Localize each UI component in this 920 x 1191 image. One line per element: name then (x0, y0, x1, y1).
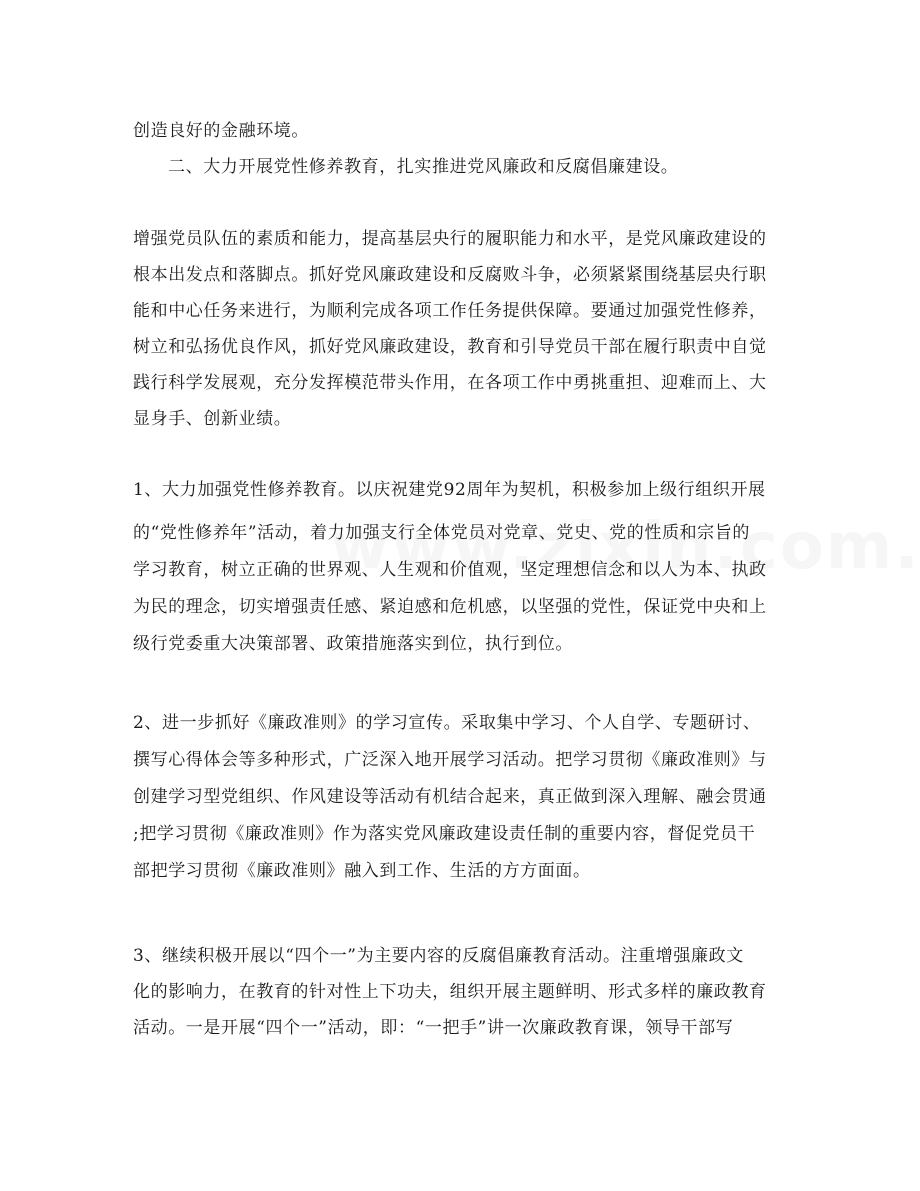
section-heading (168, 149, 828, 185)
text-line: 树立和弘扬优良作风，抓好党风廉政建设，教育和引导党员干部在履行职责中自觉 (133, 337, 767, 357)
text-line: 2、进一步抓好《廉政准则》的学习宣传。采取集中学习、个人自学、专题研讨、 (133, 713, 761, 733)
text-line: 践行科学发展观，充分发挥模范带头作用，在各项工作中勇挑重担、迎难而上、大 (133, 373, 767, 393)
text-line: 能和中心任务来进行，为顺利完成各项工作任务提供保障。要通过加强党性修养， (133, 301, 767, 321)
paragraph-item-1 (133, 472, 793, 663)
text-line: 3、继续积极开展以“四个一”为主要内容的反腐倡廉教育活动。注重增强廉政文 (133, 946, 744, 966)
paragraph-intro (133, 221, 793, 437)
paragraph-item-2 (133, 705, 793, 890)
text-line: 的“党性修养年”活动，着力加强支行全体党员对党章、党史、党的性质和宗旨的 (133, 523, 750, 543)
text-line: 显身手、创新业绩。 (133, 409, 292, 429)
text-line: 增强党员队伍的素质和能力，提高基层央行的履职能力和水平，是党风廉政建设的 (133, 229, 767, 249)
text-line: 活动。一是开展“四个一”活动，即：“一把手”讲一次廉政教育课，领导干部写 (133, 1018, 734, 1038)
text-line: 学习教育，树立正确的世界观、人生观和价值观，坚定理想信念和以人为本、执政 (133, 560, 767, 580)
text-line: 创建学习型党组织、作风建设等活动有机结合起来，真正做到深入理解、融会贯通 (133, 787, 767, 807)
text-line: 创造良好的金融环境。 (133, 121, 309, 141)
text-line: 1、大力加强党性修养教育。以庆祝建党92周年为契机，积极参加上级行组织开展 (133, 480, 766, 500)
text-line: ;把学习贯彻《廉政准则》作为落实党风廉政建设责任制的重要内容，督促党员干 (133, 824, 756, 844)
text-line: 撰写心得体会等多种形式，广泛深入地开展学习活动。把学习贯彻《廉政准则》与 (133, 750, 767, 770)
text-line: 为民的理念，切实增强责任感、紧迫感和危机感，以坚强的党性，保证党中央和上 (133, 597, 767, 617)
text-line: 根本出发点和落脚点。抓好党风廉政建设和反腐败斗争，必须紧紧围绕基层央行职 (133, 265, 767, 285)
paragraph-item-3 (133, 938, 793, 1046)
text-line: 级行党委重大决策部署、政策措施落实到位，执行到位。 (133, 634, 573, 654)
text-line: 化的影响力，在教育的针对性上下功夫，组织开展主题鲜明、形式多样的廉政教育 (133, 982, 767, 1002)
text-line: 二、大力开展党性修养教育，扎实推进党风廉政和反腐倡廉建设。 (168, 157, 679, 177)
paragraph-closing-line (133, 113, 793, 149)
text-line: 部把学习贯彻《廉政准则》融入到工作、生活的方方面面。 (133, 861, 591, 881)
